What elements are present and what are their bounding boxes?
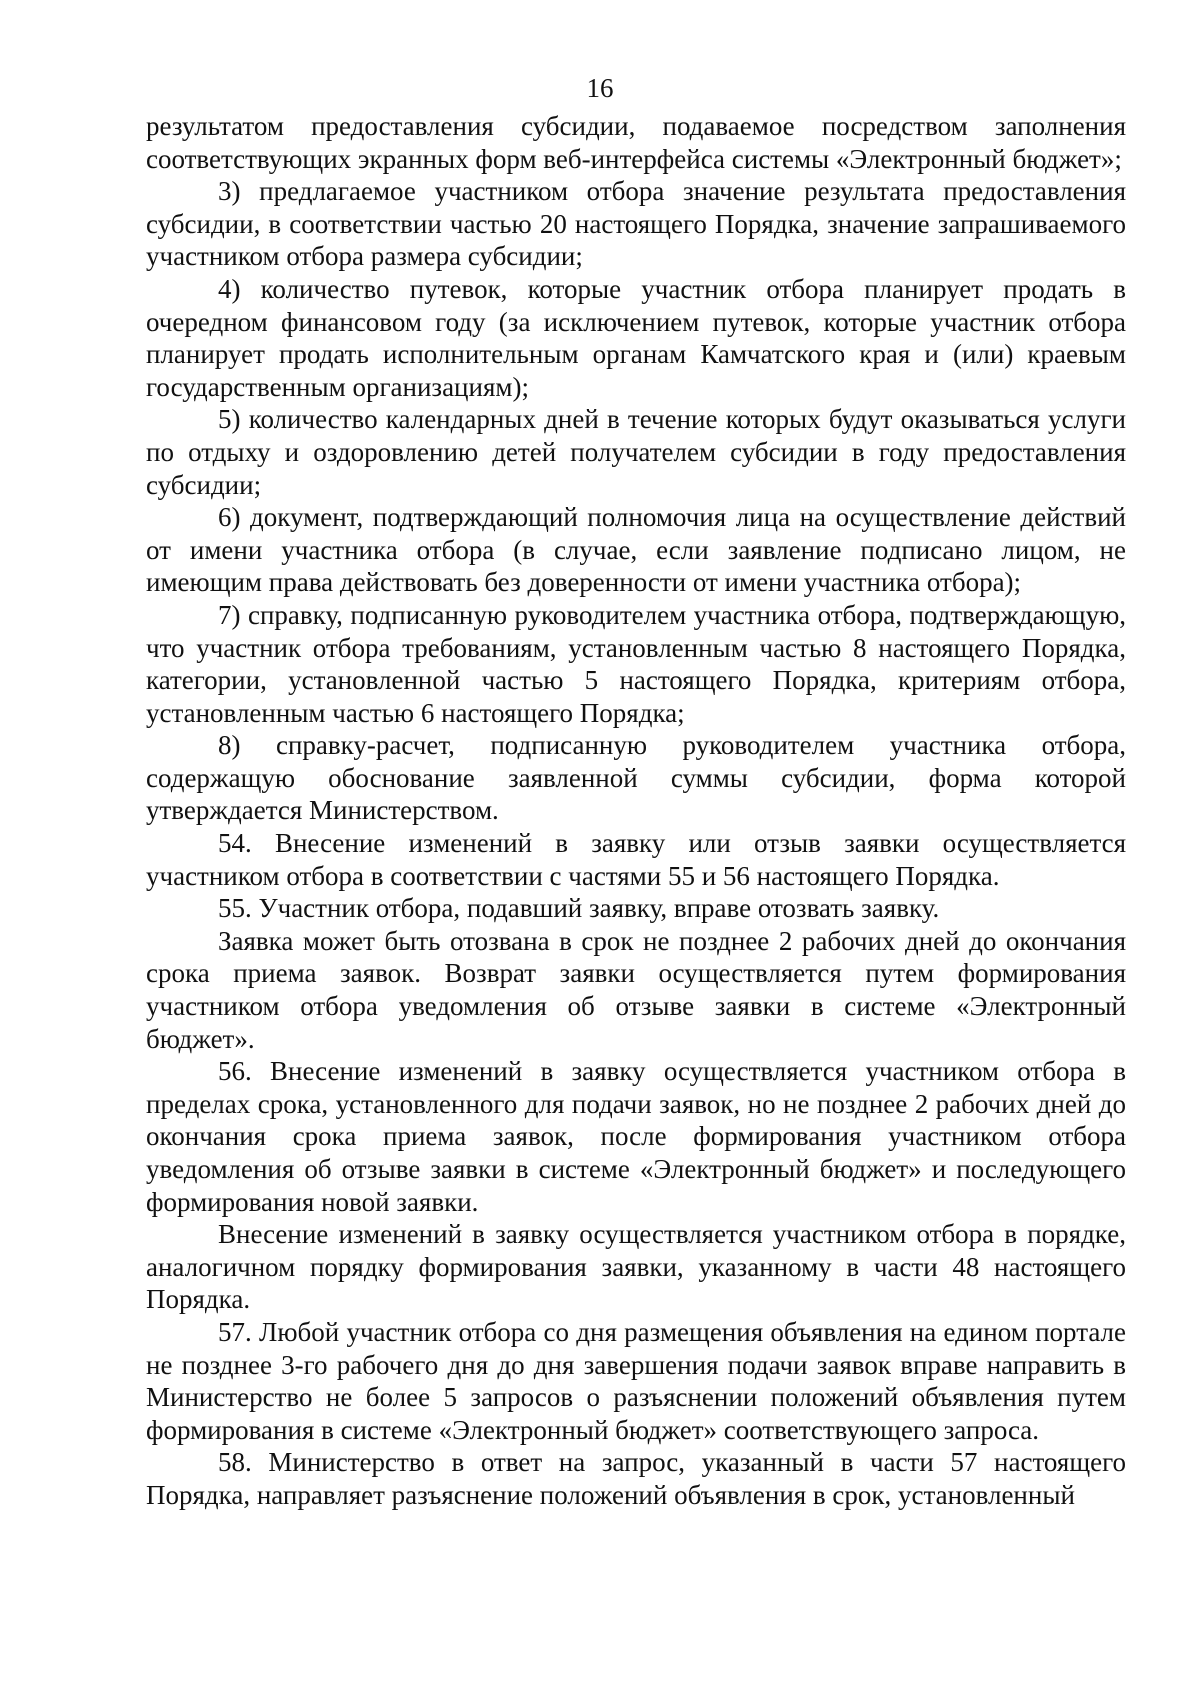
paragraph-section-55-detail: Заявка может быть отозвана в срок не позднее 2 рабочих дней до окончания срока приема заявок. Возврат заявки осуществляется путем формирования участником отбора уведомления об отзыве заявки в системе «Электронный бюджет». <box>146 925 1126 1054</box>
paragraph-item-4: 4) количество путевок, которые участник отбора планирует продать в очередном финансовом году (за исключением путевок, которые участник отбора планирует продать исполнительным органам Камчатского края и (или) краевым государственным организациям); <box>146 273 1126 402</box>
document-body <box>146 110 1126 1512</box>
paragraph-section-57: 57. Любой участник отбора со дня размещения объявления на едином портале не позднее 3-го рабочего дня до дня завершения подачи заявок вправе направить в Министерство не более 5 запросов о разъяснении положений объявления путем формирования в системе «Электронный бюджет» соответствующего запроса. <box>146 1316 1126 1445</box>
paragraph-item-7: 7) справку, подписанную руководителем участника отбора, подтверждающую, что участник отбора требованиям, установленным частью 8 настоящего Порядка, категории, установленной частью 5 настоящего Порядка, критериям отбора, установленным частью 6 настоящего Порядка; <box>146 599 1126 728</box>
paragraph-section-54: 54. Внесение изменений в заявку или отзыв заявки осуществляется участником отбора в соответствии с частями 55 и 56 настоящего Порядка. <box>146 828 1126 891</box>
paragraph-item-8: 8) справку-расчет, подписанную руководителем участника отбора, содержащую обоснование заявленной суммы субсидии, форма которой утверждается Министерством. <box>146 730 1126 826</box>
paragraph-item-3: 3) предлагаемое участником отбора значение результата предоставления субсидии, в соответствии частью 20 настоящего Порядка, значение запрашиваемого участником отбора размера субсидии; <box>146 176 1126 272</box>
paragraph-item-5: 5) количество календарных дней в течение которых будут оказываться услуги по отдыху и оздоровлению детей получателем субсидии в году предоставления субсидии; <box>146 404 1126 500</box>
paragraph-continuation: результатом предоставления субсидии, подаваемое посредством заполнения соответствующих экранных форм веб-интерфейса системы «Электронный бюджет»; <box>146 111 1126 174</box>
paragraph-section-56-detail: Внесение изменений в заявку осуществляется участником отбора в порядке, аналогичном порядку формирования заявки, указанному в части 48 настоящего Порядка. <box>146 1219 1126 1315</box>
paragraph-section-58: 58. Министерство в ответ на запрос, указанный в части 57 настоящего Порядка, направляет разъяснение положений объявления в срок, установленный <box>146 1447 1126 1510</box>
paragraph-section-56: 56. Внесение изменений в заявку осуществляется участником отбора в пределах срока, установленного для подачи заявок, но не позднее 2 рабочих дней до окончания срока приема заявок, после формирования участником отбора уведомления об отзыве заявки в системе «Электронный бюджет» и последующего формирования новой заявки. <box>146 1056 1126 1217</box>
page-number: 16 <box>586 73 614 103</box>
paragraph-section-55: 55. Участник отбора, подавший заявку, вправе отозвать заявку. <box>218 893 940 924</box>
paragraph-item-6: 6) документ, подтверждающий полномочия лица на осуществление действий от имени участника отбора (в случае, если заявление подписано лицом, не имеющим права действовать без доверенности от имени участника отбора); <box>146 502 1126 598</box>
